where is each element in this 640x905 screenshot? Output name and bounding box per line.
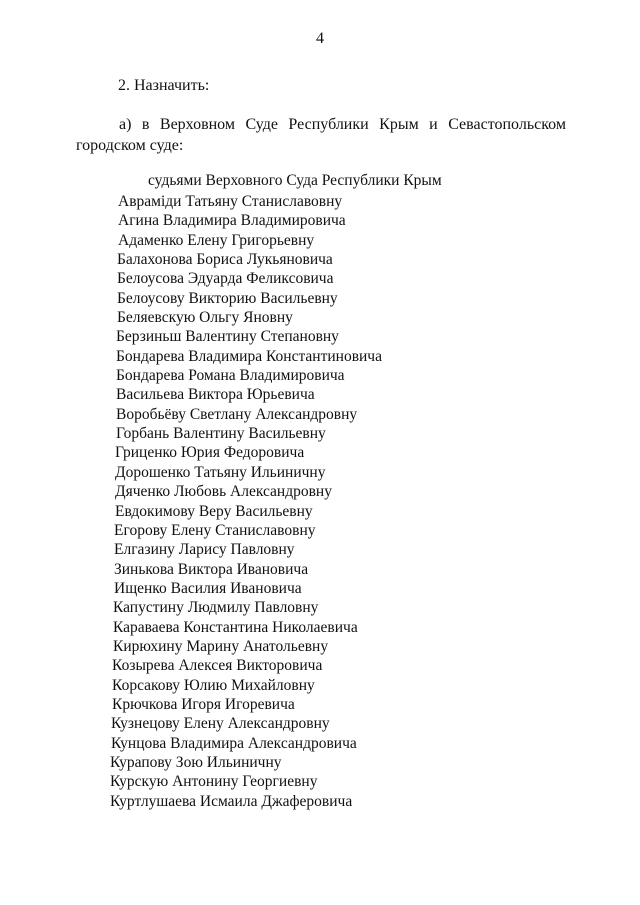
judge-name-item: Караваева Константина Николаевича bbox=[113, 618, 358, 636]
judge-name-item: Курапову Зою Ильиничну bbox=[110, 753, 282, 771]
judge-name-item: Берзиньш Валентину Степановну bbox=[116, 328, 339, 346]
judge-name-item: Бондарева Владимира Константиновича bbox=[116, 347, 382, 365]
page-number: 4 bbox=[316, 30, 324, 47]
judge-name-item: Ищенко Василия Ивановича bbox=[114, 579, 302, 597]
judge-name-item: Дяченко Любовь Александровну bbox=[115, 483, 332, 501]
judges-list bbox=[0, 192, 640, 811]
judge-name-item: Крючкова Игоря Игоревича bbox=[112, 695, 295, 713]
judge-name-item: Зинькова Виктора Ивановича bbox=[114, 560, 309, 578]
judge-name-item: Кузнецову Елену Александровну bbox=[111, 715, 330, 733]
point-2-heading: 2. Назначить: bbox=[118, 77, 210, 94]
judge-name-item: Кунцова Владимира Александровича bbox=[111, 734, 357, 752]
judge-name-item: Куртлушаева Исмаила Джаферовича bbox=[110, 792, 353, 810]
judge-name-item: Авраміди Татьяну Станиславовну bbox=[118, 193, 343, 210]
section-heading: судьями Верховного Суда Республики Крым bbox=[148, 172, 442, 189]
judge-name-item: Васильева Виктора Юрьевича bbox=[116, 386, 315, 404]
judge-name-item: Агина Владимира Владимировича bbox=[118, 212, 346, 230]
judge-name-item: Балахонова Бориса Лукьяновича bbox=[117, 251, 333, 269]
judge-name-item: Беляевскую Ольгу Яновну bbox=[117, 309, 293, 327]
judge-name-item: Дорошенко Татьяну Ильиничну bbox=[115, 463, 326, 481]
judge-name-item: Елгазину Ларису Павловну bbox=[114, 541, 295, 559]
judge-name-item: Воробьёву Светлану Александровну bbox=[116, 405, 358, 423]
judge-name-item: Бондарева Романа Владимировича bbox=[116, 367, 345, 385]
judge-name-item: Белоусову Викторию Васильевну bbox=[117, 289, 338, 307]
judge-name-item: Белоусова Эдуарда Феликсовича bbox=[117, 270, 334, 288]
judge-name-item: Адаменко Елену Григорьевну bbox=[118, 231, 315, 249]
subpoint-a bbox=[76, 114, 566, 156]
judge-name-item: Егорову Елену Станиславовну bbox=[114, 521, 316, 539]
judge-name-item: Гриценко Юрия Федоровича bbox=[115, 444, 305, 462]
subpoint-a-line-2: городском суде: bbox=[76, 137, 184, 154]
judge-name-item: Кирюхину Марину Анатольевну bbox=[113, 637, 329, 655]
judge-name-item: Козырева Алексея Викторовича bbox=[112, 657, 323, 675]
judge-name-item: Корсакову Юлию Михайловну bbox=[112, 676, 315, 694]
judge-name-item: Евдокимову Веру Васильевну bbox=[115, 502, 313, 520]
judge-name-item: Капустину Людмилу Павловну bbox=[113, 599, 319, 617]
judge-name-item: Горбань Валентину Васильевну bbox=[116, 425, 326, 443]
subpoint-a-line-1: а) в Верховном Суде Республики Крым и Севастопольском bbox=[119, 116, 566, 133]
judge-name-item: Курскую Антонину Георгиевну bbox=[110, 773, 318, 791]
